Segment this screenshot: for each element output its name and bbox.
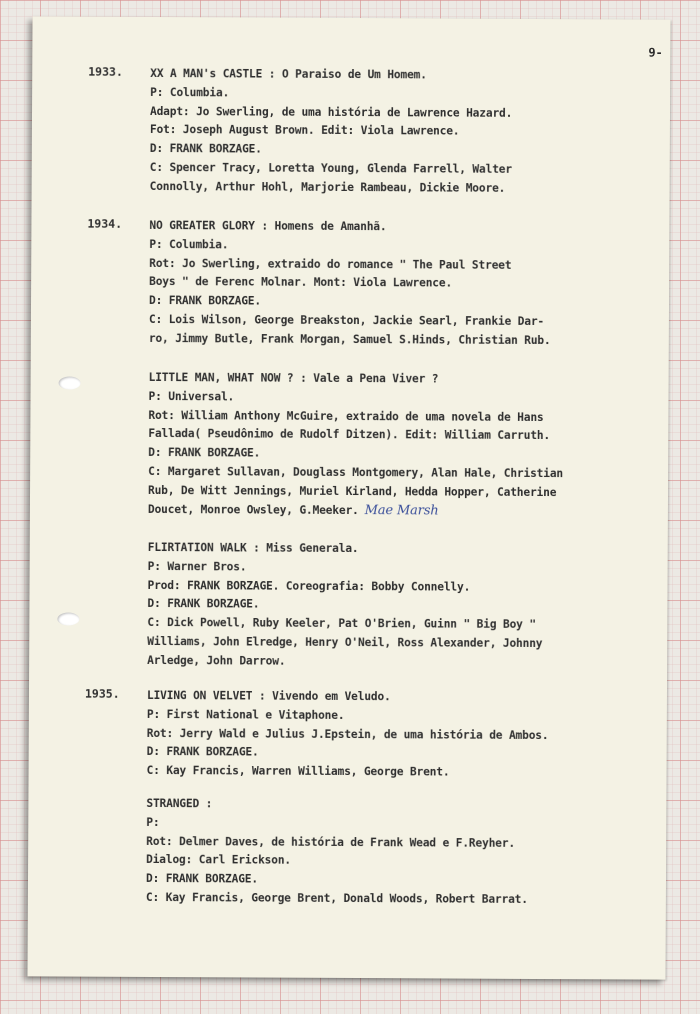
- screenplay-line: Rot: Delmer Daves, de história de Frank Wead e F.Reyher.: [146, 834, 516, 850]
- cast-line: Arledge, John Darrow.: [147, 653, 286, 668]
- entry-year: 1935.: [84, 686, 120, 701]
- producer-line: P: Universal.: [148, 389, 235, 404]
- film-title-line: LIVING ON VELVET : Vivendo em Veludo.: [146, 688, 391, 704]
- film-title-line: XX A MAN's CASTLE : O Paraiso de Um Homem.: [150, 66, 427, 82]
- director-line: D: FRANK BORZAGE.: [148, 294, 262, 308]
- producer-line: P: Columbia.: [150, 85, 230, 100]
- screenplay-line: Rot: Jo Swerling, extraido do romance " The Paul Street: [149, 256, 512, 272]
- cast-line: [148, 501, 658, 522]
- screenplay-line: Boys " de Ferenc Molnar. Mont: Viola Lawrence.: [149, 275, 453, 290]
- page-number: 9-: [648, 45, 663, 60]
- photography-line: Fot: Joseph August Brown. Edit: Viola Lawrence.: [149, 123, 460, 138]
- screenplay-line: Rot: William Anthony McGuire, extraido de uma novela de Hans: [148, 408, 544, 424]
- entry-year: 1933.: [88, 64, 123, 79]
- cast-line: C: Spencer Tracy, Loretta Young, Glenda Farrell, Walter: [149, 160, 512, 176]
- producer-line: P: Columbia.: [149, 237, 229, 252]
- film-title-line: NO GREATER GLORY : Homens de Amanhã.: [149, 218, 387, 234]
- screenplay-line: Fallada( Pseudônimo de Rudolf Ditzen). Edit: William Carruth.: [148, 427, 551, 443]
- cast-line: Rub, De Witt Jennings, Muriel Kirland, Hedda Hopper, Catherine: [148, 483, 557, 499]
- handwritten-annotation: Mae Marsh: [364, 502, 439, 519]
- film-title-line: FLIRTATION WALK : Miss Generala.: [147, 540, 359, 556]
- cast-line: Williams, John Elredge, Henry O'Neil, Ross Alexander, Johnny: [147, 634, 543, 650]
- production-line: Prod: FRANK BORZAGE. Coreografia: Bobby Connelly.: [147, 578, 471, 594]
- dialogue-line: Dialog: Carl Erickson.: [146, 853, 292, 868]
- cast-line: ro, Jimmy Butle, Frank Morgan, Samuel S.Hinds, Christian Rub.: [148, 331, 551, 347]
- cast-line: C: Lois Wilson, George Breakston, Jackie Searl, Frankie Dar-: [148, 312, 545, 329]
- director-line: D: FRANK BORZAGE.: [148, 446, 261, 460]
- document-page: [27, 16, 670, 979]
- cast-line: C: Kay Francis, Warren Williams, George Brent.: [146, 764, 450, 779]
- director-line: D: FRANK BORZAGE.: [149, 142, 262, 156]
- cast-line: C: Dick Powell, Ruby Keeler, Pat O'Brien, Guinn " Big Boy ": [147, 616, 536, 632]
- film-title-line: STRANGED :: [146, 796, 213, 811]
- entry-year: 1934.: [87, 216, 123, 231]
- adaptation-line: Adapt: Jo Swerling, de uma história de Lawrence Hazard.: [149, 104, 513, 120]
- director-line: D: FRANK BORZAGE.: [145, 872, 258, 886]
- producer-line: P: First National e Vitaphone.: [146, 707, 345, 722]
- film-title-line: LITTLE MAN, WHAT NOW ? : Vale a Pena Viver ?: [148, 370, 439, 386]
- punch-hole-upper: [59, 376, 81, 389]
- punch-hole-lower: [57, 612, 79, 625]
- cast-line: Connolly, Arthur Hohl, Marjorie Rambeau, Dickie Moore.: [149, 179, 506, 195]
- cast-line: C: Kay Francis, George Brent, Donald Woods, Robert Barrat.: [145, 890, 528, 906]
- cast-text: Doucet, Monroe Owsley, G.Meeker.: [147, 502, 359, 517]
- director-line: D: FRANK BORZAGE.: [146, 745, 259, 759]
- cast-line: C: Margaret Sullavan, Douglass Montgomery, Alan Hale, Christian: [148, 464, 564, 481]
- producer-line: P:: [146, 815, 160, 829]
- screenplay-line: Rot: Jerry Wald e Julius J.Epstein, de uma história de Ambos.: [146, 726, 549, 742]
- director-line: D: FRANK BORZAGE.: [147, 597, 260, 611]
- producer-line: P: Warner Bros.: [147, 559, 247, 574]
